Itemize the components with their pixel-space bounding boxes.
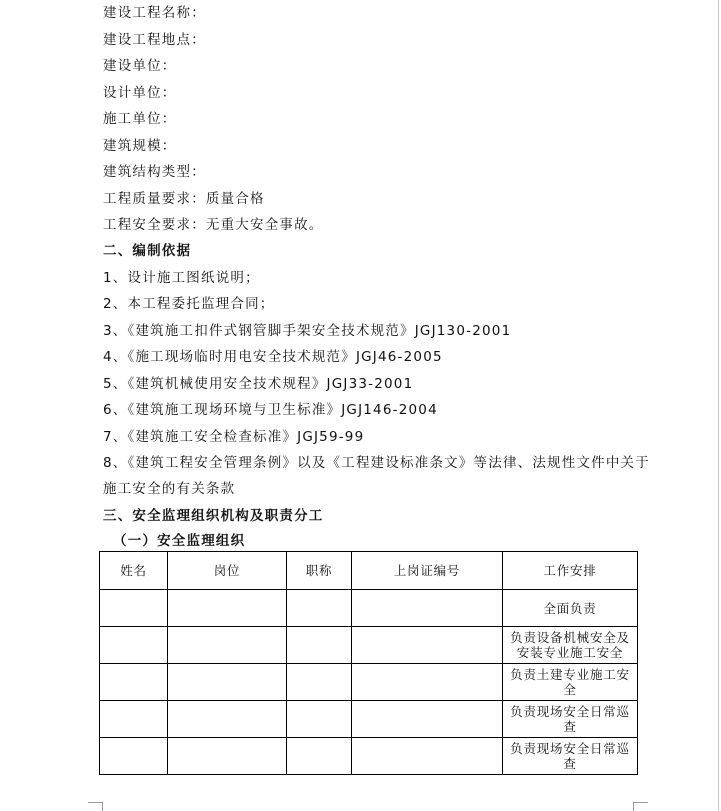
table-cell <box>287 664 352 701</box>
table-cell <box>287 738 352 775</box>
section-3-heading: 三、安全监理组织机构及职责分工 <box>103 508 324 524</box>
table-row <box>100 701 638 738</box>
table-header-row <box>100 552 638 590</box>
header-certificate-number: 上岗证编号 <box>352 552 503 590</box>
table-row <box>100 664 638 701</box>
quality-requirement: 工程质量要求：质量合格 <box>103 191 265 207</box>
table-cell <box>352 701 503 738</box>
section-2-heading: 二、编制依据 <box>103 243 192 259</box>
table-cell <box>352 664 503 701</box>
table-cell <box>352 738 503 775</box>
builder-unit-label: 施工单位： <box>103 111 177 127</box>
table-cell <box>100 738 168 775</box>
table-cell-assignment: 负责现场安全日常巡查 <box>503 701 638 738</box>
project-name-label: 建设工程名称： <box>103 5 206 21</box>
building-scale-label: 建筑规模： <box>103 138 177 154</box>
table-row <box>100 738 638 775</box>
structure-type-label: 建筑结构类型： <box>103 164 206 180</box>
crop-mark-left <box>88 802 103 811</box>
table-cell-assignment: 负责土建专业施工安全 <box>503 664 638 701</box>
section-3-subheading: （一）安全监理组织 <box>113 533 246 549</box>
basis-item: 8、《建筑工程安全管理条例》以及《工程建设标准条文》等法律、法规性文件中关于 <box>103 455 650 471</box>
table-cell <box>168 664 287 701</box>
crop-mark-right <box>633 802 648 811</box>
table-row <box>100 627 638 664</box>
construction-unit-label: 建设单位： <box>103 58 177 74</box>
table-row <box>100 590 638 627</box>
basis-item: 1、设计施工图纸说明； <box>103 270 260 286</box>
table-cell <box>287 701 352 738</box>
table-cell <box>100 627 168 664</box>
page-right-edge <box>718 0 719 811</box>
table-cell-assignment: 负责设备机械安全及安装专业施工安全 <box>503 627 638 664</box>
table-cell <box>287 590 352 627</box>
basis-item: 7、《建筑施工安全检查标准》JGJ59-99 <box>103 429 365 445</box>
table-cell-assignment: 全面负责 <box>503 590 638 627</box>
design-unit-label: 设计单位： <box>103 85 177 101</box>
header-position: 岗位 <box>168 552 287 590</box>
table-cell <box>168 627 287 664</box>
table-cell <box>352 627 503 664</box>
table-cell-assignment: 负责现场安全日常巡查 <box>503 738 638 775</box>
table-cell <box>287 627 352 664</box>
table-cell <box>100 664 168 701</box>
table-cell <box>352 590 503 627</box>
basis-item: 3、《建筑施工扣件式钢管脚手架安全技术规范》JGJ130-2001 <box>103 323 512 339</box>
header-title: 职称 <box>287 552 352 590</box>
basis-item: 6、《建筑施工现场环境与卫生标准》JGJ146-2004 <box>103 402 438 418</box>
basis-item-continuation: 施工安全的有关条款 <box>103 481 236 497</box>
project-location-label: 建设工程地点： <box>103 32 206 48</box>
table-cell <box>100 701 168 738</box>
header-name: 姓名 <box>100 552 168 590</box>
basis-item: 2、本工程委托监理合同； <box>103 296 275 312</box>
table-cell <box>168 738 287 775</box>
table-cell <box>100 590 168 627</box>
table-cell <box>168 590 287 627</box>
basis-item: 5、《建筑机械使用安全技术规程》JGJ33-2001 <box>103 376 414 392</box>
header-work-assignment: 工作安排 <box>503 552 638 590</box>
table-cell <box>168 701 287 738</box>
safety-organization-table <box>99 551 638 775</box>
basis-item: 4、《施工现场临时用电安全技术规范》JGJ46-2005 <box>103 349 443 365</box>
safety-requirement: 工程安全要求：无重大安全事故。 <box>103 217 324 233</box>
